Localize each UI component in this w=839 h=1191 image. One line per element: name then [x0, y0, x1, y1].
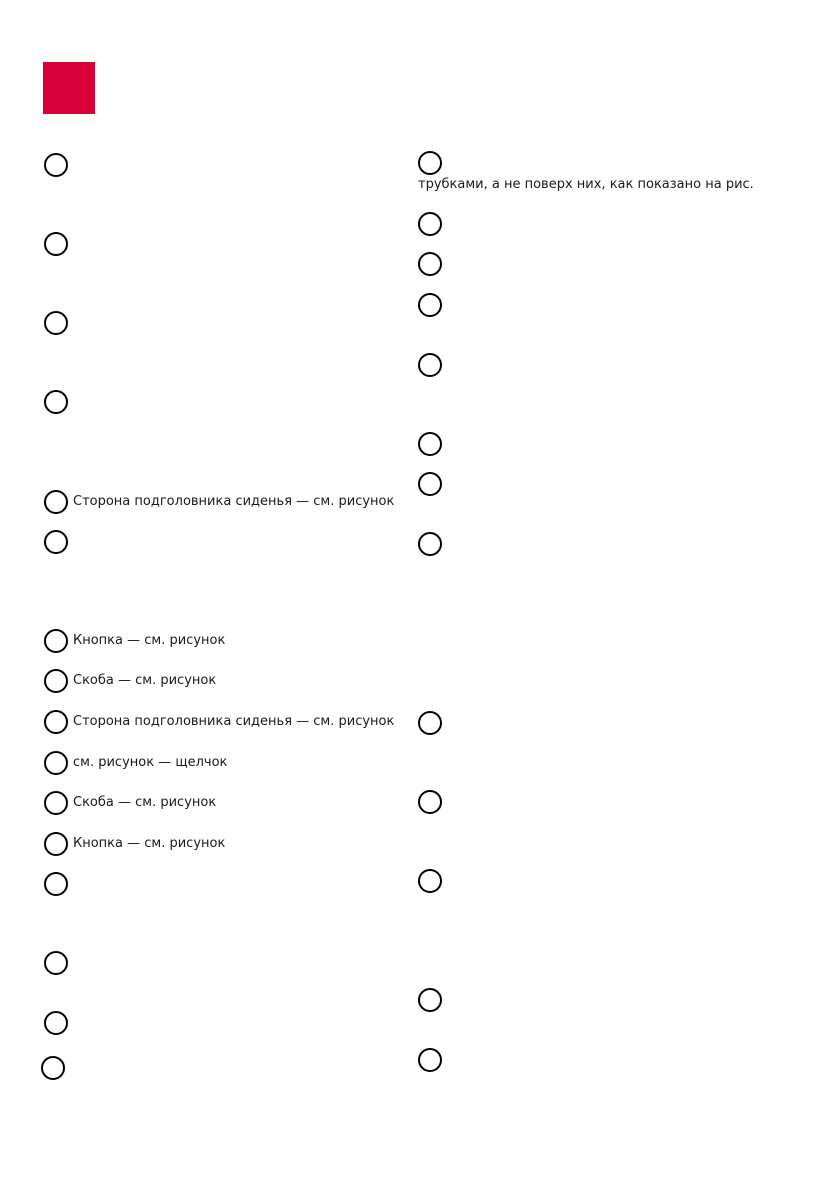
step-marker: [418, 790, 442, 814]
brand-square: [43, 62, 95, 114]
step-text: см. рисунок — щелчок: [73, 755, 228, 770]
step-marker: [44, 530, 68, 554]
step-marker: [418, 151, 442, 175]
step-marker: [44, 669, 68, 693]
step-text: Сторона подголовника сиденья — см. рисунок: [73, 714, 395, 729]
step-text: Скоба — см. рисунок: [73, 795, 217, 810]
step-marker: [44, 751, 68, 775]
step-marker: [44, 490, 68, 514]
step-text: Кнопка — см. рисунок: [73, 836, 226, 851]
step-marker: [44, 710, 68, 734]
step-marker: [44, 629, 68, 653]
step-text: трубками, а не поверх них, как показано на рис.: [418, 177, 754, 192]
step-marker: [44, 951, 68, 975]
step-marker: [44, 1011, 68, 1035]
step-marker: [418, 532, 442, 556]
step-marker: [418, 1048, 442, 1072]
step-marker: [41, 1056, 65, 1080]
step-marker: [418, 869, 442, 893]
step-marker: [418, 432, 442, 456]
step-marker: [418, 711, 442, 735]
step-text: Сторона подголовника сиденья — см. рисунок: [73, 494, 395, 509]
step-marker: [418, 472, 442, 496]
step-marker: [44, 232, 68, 256]
step-marker: [44, 872, 68, 896]
step-marker: [44, 791, 68, 815]
step-marker: [418, 293, 442, 317]
step-marker: [418, 212, 442, 236]
step-marker: [418, 252, 442, 276]
step-marker: [44, 390, 68, 414]
step-text: Скоба — см. рисунок: [73, 673, 217, 688]
step-text: Кнопка — см. рисунок: [73, 633, 226, 648]
step-marker: [44, 311, 68, 335]
step-marker: [44, 153, 68, 177]
step-marker: [44, 832, 68, 856]
step-marker: [418, 353, 442, 377]
step-marker: [418, 988, 442, 1012]
